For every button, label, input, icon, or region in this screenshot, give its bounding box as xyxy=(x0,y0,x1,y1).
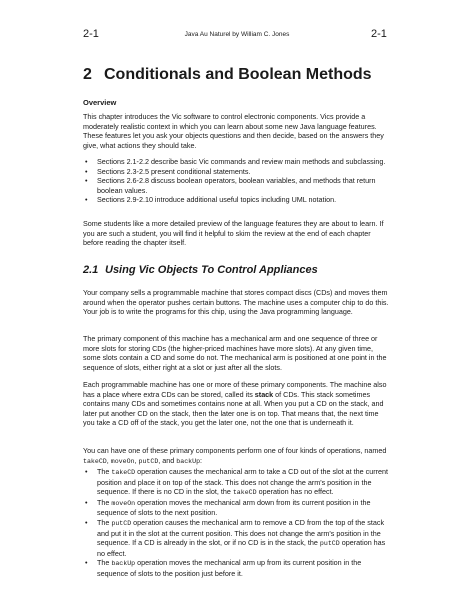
overview-heading: Overview xyxy=(83,98,117,107)
op-description: operation causes the mechanical arm to take a CD out of the slot at the current position and place it on top of the stack. This does not change the arm's position in the sequence. If there is no CD in the slot, the xyxy=(97,467,389,497)
op-code: putCD xyxy=(111,519,132,527)
bullet-icon: • xyxy=(85,497,88,507)
page-number-right: 2-1 xyxy=(371,28,387,40)
code-takecd: takeCD xyxy=(83,457,107,465)
paragraph-text: The xyxy=(97,467,112,476)
chapter-title-text: Conditionals and Boolean Methods xyxy=(104,66,372,83)
list-item xyxy=(83,518,391,558)
page-number-left: 2-1 xyxy=(83,28,99,40)
list-item xyxy=(83,498,391,518)
bullet-icon: • xyxy=(85,176,88,186)
chapter-number: 2 xyxy=(83,66,92,83)
code-backup: backUp xyxy=(176,457,201,465)
overview-bullet-list xyxy=(83,157,391,205)
section-title-text: Using Vic Objects To Control Appliances xyxy=(105,264,318,276)
op-description: operation has no effect. xyxy=(97,538,386,558)
op-description: operation causes the mechanical arm to remove a CD from the top of the stack and put it in the slot at the current position. This does not change the arm's position in the sequence. If a CD is already in the slot, or if no CD is in the stack, the xyxy=(97,517,385,548)
section-title xyxy=(83,264,318,276)
separator: , xyxy=(106,455,111,465)
paragraph-text: The xyxy=(97,497,112,507)
bullet-icon: • xyxy=(85,166,88,176)
op-description: operation has no effect. xyxy=(256,487,334,497)
list-item xyxy=(83,157,391,167)
bullet-text: Sections 2.9-2.10 introduce additional useful topics including UML notation. xyxy=(97,195,337,205)
bullet-text: Sections 2.3-2.5 present conditional statements. xyxy=(97,166,251,176)
list-item xyxy=(83,167,391,177)
bullet-icon: • xyxy=(85,467,88,476)
code-putcd: putCD xyxy=(138,457,159,465)
bullet-icon: • xyxy=(85,517,88,527)
overview-closing: Some students like a more detailed preview of the language features they are about to learn. If you are such a student, you will find it helpful to skim the review at the end of each chapter before reading the chapter itself. xyxy=(83,219,384,248)
list-item xyxy=(83,558,391,578)
section-paragraph-2: The primary component of this machine has a mechanical arm and one sequence of three or more slots for storing CDs (the higher-priced machines have more slots). At any given time, some slots contain a CD and some do not. The mechanical arm is positioned at one point in the sequence of slots, either right at a slot or just after all the slots. xyxy=(83,334,387,372)
paragraph-text: of CDs. This stack sometimes contains many CDs and sometimes contains none at all. When you put a CD on the stack, and later put another CD on the stack, then the later one is on top. That means that, the next time you take a CD off of the stack, you get the later one, not the one that is underneath it. xyxy=(83,389,384,428)
bullet-icon: • xyxy=(85,195,88,205)
op-description: operation moves the mechanical arm down from its current position in the sequence of slots to the next position. xyxy=(97,497,371,518)
separator: : xyxy=(200,455,203,465)
separator: , xyxy=(134,455,139,465)
paragraph-text: The xyxy=(97,517,112,527)
op-description: operation moves the mechanical arm up from its current position in the sequence of slots to the position just before it. xyxy=(97,558,362,578)
section-paragraph-1: Your company sells a programmable machine that stores compact discs (CDs) and moves them around when the operator pushes certain buttons. The machine uses a computer chip to do this. Your job is to write the programs for this chip, using the Java programming language. xyxy=(83,288,389,317)
op-code: moveOn xyxy=(111,499,136,507)
op-code: takeCD xyxy=(111,469,136,476)
list-item xyxy=(83,176,391,195)
section-paragraph-4 xyxy=(83,446,391,466)
paragraph-text: The xyxy=(97,558,112,568)
section-paragraph-3 xyxy=(83,380,391,428)
bullet-icon: • xyxy=(85,157,88,166)
overview-intro: This chapter introduces the Vic software to control electronic components. Vics provide a moderately realistic context in which you can learn about some new Java language features. These features let you ask your objects questions and then decide, based on the answers they give, what actions they should take. xyxy=(83,112,384,150)
code-moveon: moveOn xyxy=(110,457,135,465)
op-code: takeCD xyxy=(232,489,257,497)
section-number: 2.1 xyxy=(83,264,99,276)
bullet-text: Sections 2.6-2.8 discuss boolean operators, boolean variables, and methods that return boolean values. xyxy=(97,176,376,195)
operations-list xyxy=(83,467,391,579)
running-header: Java Au Naturel by William C. Jones xyxy=(184,31,290,38)
op-code: putCD xyxy=(319,540,340,548)
list-item xyxy=(83,195,391,205)
paragraph-text: Each programmable machine has one or more of these primary components. The machine also has a place where extra CDs can be stored, called its xyxy=(83,380,387,399)
chapter-title xyxy=(83,66,372,84)
bullet-text: Sections 2.1-2.2 describe basic Vic commands and review main methods and subclassing. xyxy=(97,157,386,166)
stack-term: stack xyxy=(254,389,274,399)
list-item xyxy=(83,467,391,498)
separator: , and xyxy=(158,455,177,465)
bullet-icon: • xyxy=(85,558,88,568)
paragraph-text: You can have one of these primary components perform one of four kinds of operations, named xyxy=(83,446,387,455)
op-code: backUp xyxy=(111,560,136,568)
